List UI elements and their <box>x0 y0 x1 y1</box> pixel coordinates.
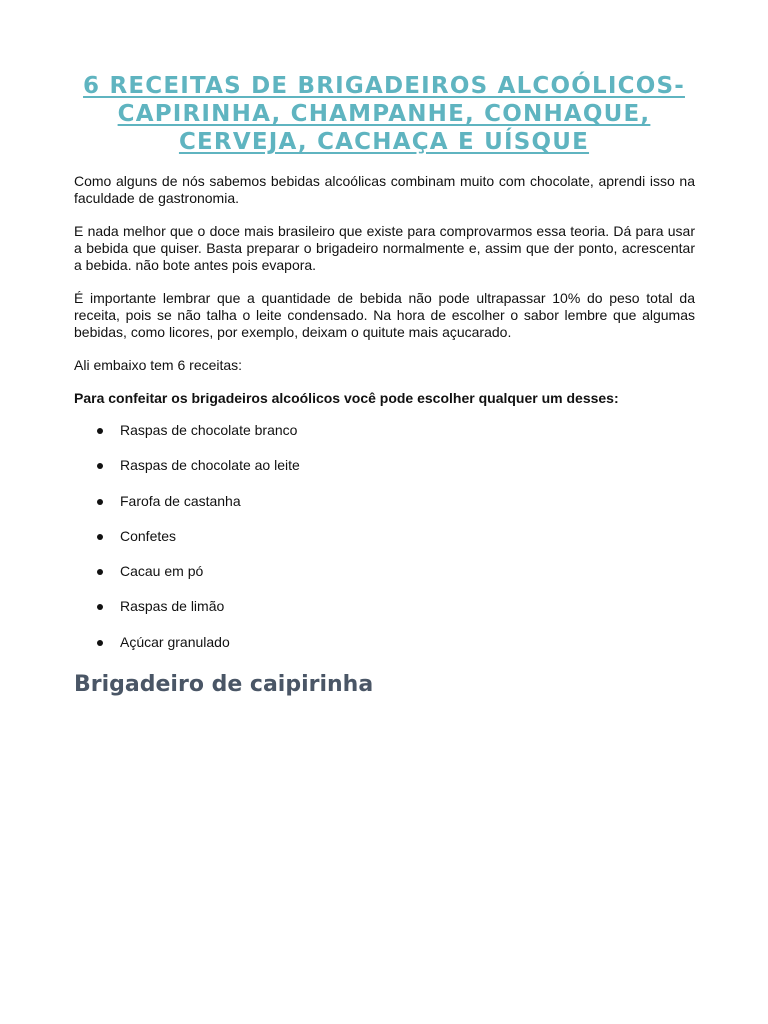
document-body <box>74 173 695 669</box>
bullet-icon <box>97 604 103 610</box>
list-item <box>74 422 695 440</box>
warning-paragraph: É importante lembrar que a quantidade de bebida não pode ultrapassar 10% do peso total da receita, pois se não talha o leite condensado. Na hora de escolher o sabor lembre que algumas bebidas, como licores, por exemplo, deixam o quitute mais açucarado. <box>74 290 695 340</box>
list-item-label: Raspas de limão <box>120 598 225 615</box>
intro-paragraph: Como alguns de nós sabemos bebidas alcoólicas combinam muito com chocolate, aprendi isso na faculdade de gastronomia. <box>74 173 695 206</box>
list-item-label: Raspas de chocolate branco <box>120 422 298 438</box>
list-item-label: Confetes <box>120 527 177 544</box>
list-item <box>74 528 695 546</box>
bullet-icon <box>97 569 103 575</box>
recipes-intro-paragraph: Ali embaixo tem 6 receitas: <box>74 357 243 373</box>
document-title: 6 RECEITAS DE BRIGADEIROS ALCOÓLICOS- CAPIRINHA, CHAMPANHE, CONHAQUE, CERVEJA, CACHAÇA E UÍSQUE <box>83 73 685 155</box>
list-item-label: Cacau em pó <box>120 563 204 580</box>
list-item <box>74 457 695 475</box>
bullet-icon <box>97 640 103 646</box>
bullet-icon <box>97 428 103 434</box>
section-heading: Brigadeiro de caipirinha <box>74 672 374 697</box>
bullet-icon <box>97 463 103 469</box>
toppings-list <box>74 422 695 652</box>
theory-paragraph: E nada melhor que o doce mais brasileiro que existe para comprovarmos essa teoria. Dá para usar a bebida que quiser. Basta preparar o brigadeiro normalmente e, assim que der ponto, acrescentar a bebida. não bote antes pois evapora. <box>74 223 695 273</box>
list-item <box>74 493 695 511</box>
list-item <box>74 634 695 652</box>
list-item-label: Raspas de chocolate ao leite <box>120 457 300 474</box>
bullet-icon <box>97 534 103 540</box>
toppings-intro: Para confeitar os brigadeiros alcoólicos você pode escolher qualquer um desses: <box>74 390 619 406</box>
list-item <box>74 563 695 581</box>
bullet-icon <box>97 499 103 505</box>
list-item-label: Farofa de castanha <box>120 492 241 509</box>
list-item-label: Açúcar granulado <box>120 633 230 650</box>
list-item <box>74 598 695 616</box>
